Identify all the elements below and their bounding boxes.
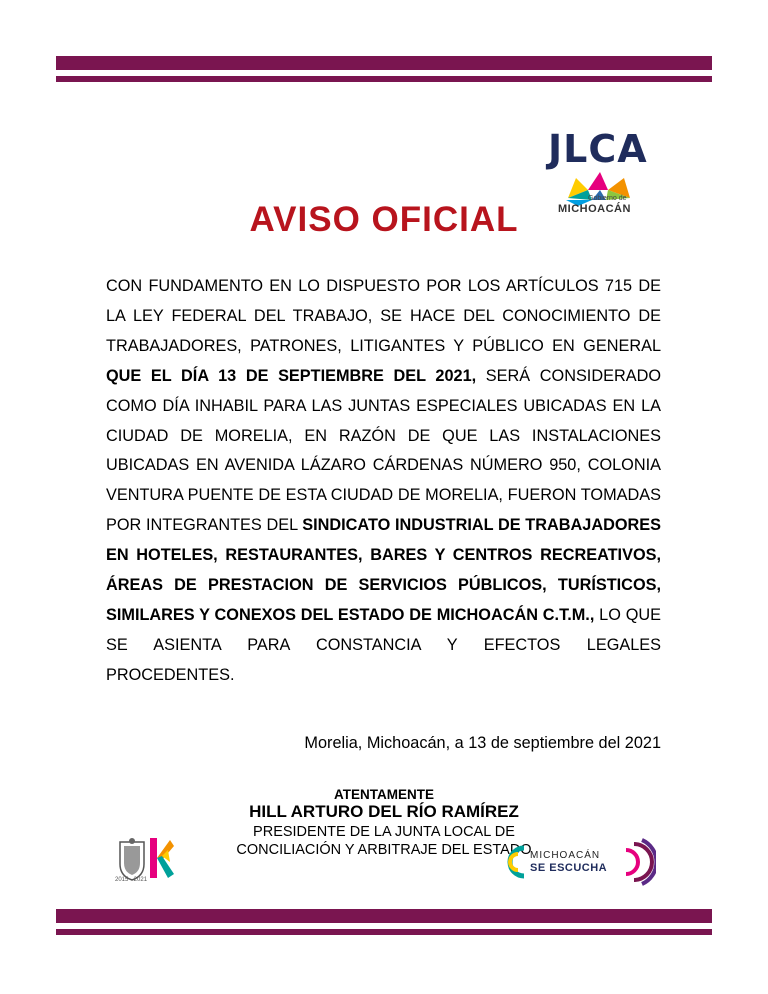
notice-body [106,272,661,691]
campaign-line1: MICHOACÁN [530,850,601,861]
seal-years: 2015 - 2021 [115,877,148,883]
signer-role-line2: CONCILIACIÓN Y ARBITRAJE DEL ESTADO [236,842,532,858]
signer-role-line1: PRESIDENTE DE LA JUNTA LOCAL DE [253,824,515,840]
document-title: AVISO OFICIAL [249,200,519,239]
bottom-band-thin [56,929,712,935]
michoacan-se-escucha-logo [486,838,656,886]
closing-text: ATENTAMENTE [334,787,434,802]
body-text-2: SERÁ CONSIDERADO COMO DÍA INHABIL PARA LAS JUNTAS ESPECIALES UBICADAS EN LA CIUDAD DE MORELIA, EN RAZÓN DE QUE LAS INSTALACIONES UBICADAS EN AVENIDA LÁZARO CÁRDENAS NÚMERO 950, COLONIA VENTURA PUENTE DE ESTA CIUDAD DE MORELIA, FUERON TOMADAS POR INTEGRANTES DEL [106,366,661,535]
top-band-thick [56,56,712,70]
logo-state-text: MICHOACÁN [558,203,631,215]
logo-gobierno-text: Gobierno de [588,195,627,202]
body-text-1: CON FUNDAMENTO EN LO DISPUESTO POR LOS ARTÍCULOS 715 DE LA LEY FEDERAL DEL TRABAJO, SE HACE DEL CONOCIMIENTO DE TRABAJADORES, PATRONES, LITIGANTES Y PÚBLICO EN GENERAL [106,277,661,355]
k-logo-icon [148,836,174,880]
bottom-band-thick [56,909,712,923]
signer-name: HILL ARTURO DEL RÍO RAMÍREZ [249,802,519,821]
body-bold-date: QUE EL DÍA 13 DE SEPTIEMBRE DEL 2021, [106,366,477,385]
body-text-3: LO QUE SE ASIENTA PARA CONSTANCIA Y EFECTOS LEGALES PROCEDENTES. [106,605,661,684]
campaign-line2: SE ESCUCHA [530,862,608,874]
date-line: Morelia, Michoacán, a 13 de septiembre del 2021 [304,734,661,752]
jlca-acronym: JLCA [548,127,648,171]
top-band-thin [56,76,712,82]
body-bold-union: SINDICATO INDUSTRIAL DE TRABAJADORES EN HOTELES, RESTAURANTES, BARES Y CENTROS RECREATIVOS, ÁREAS DE PRESTACION DE SERVICIOS PÚBLICOS, TURÍSTICOS, SIMILARES Y CONEXOS DEL ESTADO DE MICHOACÁN C.T.M., [106,516,661,624]
